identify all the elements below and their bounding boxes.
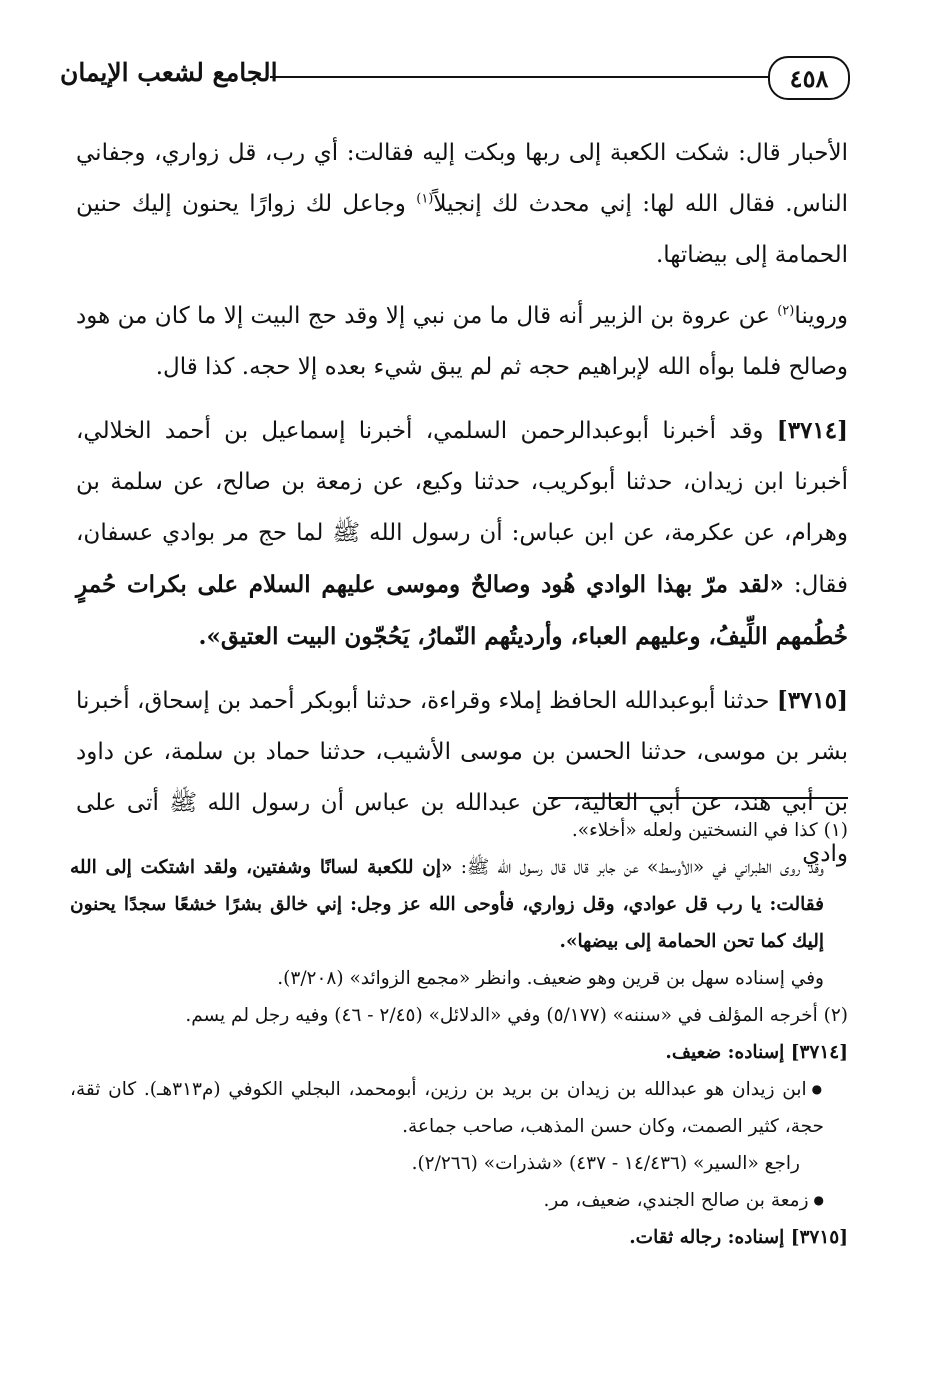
- page-number: ٤٥٨: [768, 56, 850, 100]
- note-3715: [٣٧١٥] إسناده: رجاله ثقات.: [629, 1227, 848, 1248]
- hadith-number-3714: [٣٧١٤]: [776, 417, 848, 444]
- page-header: [60, 52, 850, 102]
- footnote-ref-1: (١): [416, 191, 434, 207]
- note-3714-reference: راجع «السير» (١٤/٤٣٦ - ٤٣٧) «شذرات» (٢/٢٦٦).: [411, 1153, 800, 1174]
- footnote-1-tabarani-quote: «إن للكعبة لسانًا وشفتين، ولقد اشتكت إلى الله فقالت: يا رب قل عوادي، وقل زواري، فأوحى الله عز وجل: إني خالق بشرًا خشعًا سجدًا يحنون إليك كما تحن الحمامة إلى بيضها».: [70, 857, 824, 952]
- hadith-number-3715: [٣٧١٥]: [776, 687, 849, 714]
- note-3714-ibn-zaydan: ● ابن زيدان هو عبدالله بن زيدان بن بريد بن رزين، أبومحمد، البجلي الكوفي (م٣١٣هـ). كان ثقة، حجة، كثير الصمت، وكان حسن المذهب، صاحب جماعة.: [70, 1071, 848, 1145]
- hadith-3715-text: حدثنا أبوعبدالله الحافظ إملاء وقراءة، حدثنا أبوبكر أحمد بن إسحاق، أخبرنا بشر بن موسى، حدثنا الحسن بن موسى الأشيب، حدثنا حماد بن سلمة، عن داود بن أبي هند، عن أبي العالية، عن عبدالله بن عباس أن رسول الله ﷺ أتى على وادي: [76, 688, 848, 867]
- hadith-3714: [76, 405, 848, 663]
- header-rule: [270, 76, 768, 78]
- footnote-1: (١) كذا في النسختين ولعله «أخلاء».: [571, 820, 848, 841]
- footnote-2: (٢) أخرجه المؤلف في «سننه» (٥/١٧٧) وفي «الدلائل» (٢/٤٥ - ٤٦) وفيه رجل لم يسم.: [185, 1005, 848, 1026]
- footnotes: [70, 812, 848, 1256]
- note-3714-zamaa: ● زمعة بن صالح الجندي، ضعيف، مر.: [70, 1182, 848, 1219]
- note-3714: [٣٧١٤] إسناده: ضعيف.: [665, 1042, 848, 1063]
- running-title: الجامع لشعب الإيمان: [60, 58, 278, 87]
- footnote-separator: [548, 797, 848, 799]
- footnote-1-tabarani-intro: وقد روى الطبراني في «الأوسط» عن جابر قال قال رسول الله ﷺ:: [460, 857, 824, 878]
- footnote-1-tabarani: [70, 849, 848, 960]
- paragraph-1: [76, 128, 848, 281]
- paragraph-1-rest: وجاعل لك زوارًا يحنون إليك حنين الحمامة إلى بيضاتها.: [76, 191, 848, 268]
- paragraph-1-text: الأحبار قال: شكت الكعبة إلى ربها وبكت إليه فقالت: أي رب، قل زواري، وجفاني الناس. فقال الله لها: إني محدث لك إنجيلاً: [76, 140, 849, 217]
- hadith-3714-text: وقد أخبرنا أبوعبدالرحمن السلمي، أخبرنا إسماعيل بن أحمد الخلالي، أخبرنا ابن زيدان، حدثنا أبوكريب، حدثنا وكيع، عن زمعة بن صالح، عن سلمة بن وهرام، عن عكرمة، عن ابن عباس: أن رسول الله ﷺ لما حج مر بوادي عسفان، فقال:: [76, 418, 849, 598]
- hadith-3714-quote: «لقد مرّ بهذا الوادي هُود وصالحٌ وموسى عليهم السلام على بكرات حُمرٍ خُطُمهم اللِّيفُ، وعليهم العباء، وأرديتُهم النّمارُ، يَحُجّون البيت العتيق».: [76, 571, 848, 650]
- paragraph-2-rest: عن عروة بن الزبير أنه قال ما من نبي إلا وقد حج البيت إلا ما كان من هود وصالح فلما بوأه الله لإبراهيم حجه ثم لم يبق شيء بعده إلا حجه. كذا قال.: [76, 303, 848, 380]
- footnote-1-isnad: وفي إسناده سهل بن قرين وهو ضعيف. وانظر «مجمع الزوائد» (٣/٢٠٨).: [277, 968, 824, 989]
- main-text: [76, 128, 848, 892]
- paragraph-2-start: وروينا: [794, 303, 849, 329]
- paragraph-2: [76, 291, 848, 393]
- footnote-ref-2: (٢): [777, 303, 795, 319]
